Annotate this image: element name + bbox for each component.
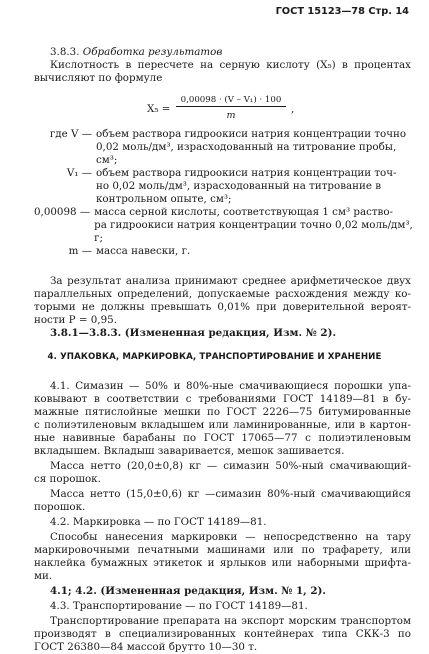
net-mass-50-line: Масса нетто (20,0±0,8) кг — симазин 50%-ный смачивающий- <box>50 460 411 472</box>
definition-line: объем раствора гидроокиси натрия концентрации точно <box>96 128 407 140</box>
definition-term: 0,00098 — <box>34 206 91 218</box>
clause-4-1-line: ные навивные барабаны по ГОСТ 17065—77 с полиэтиленовым <box>34 432 411 444</box>
clause-number: 3.8.3. <box>50 46 80 58</box>
definition-term: m — <box>68 245 92 257</box>
definition-term: V₁ — <box>66 167 92 179</box>
page-header: ГОСТ 15123—78 Стр. 14 <box>275 6 409 17</box>
clause-4-1-line: вкладышем. Вкладыш заваривается, мешок зашивается. <box>34 445 345 457</box>
result-line: параллельных определений, допускаемые расхождения между ко- <box>34 288 411 300</box>
variable-definitions <box>34 128 411 258</box>
definition-line: г; <box>94 232 104 244</box>
formula-lhs: X₅ = <box>147 103 171 115</box>
clause-3-8-3-heading <box>50 46 411 59</box>
export-line: ГОСТ 26380—84 массой брутто 10—30 т. <box>34 641 258 653</box>
definition-constant <box>34 206 411 245</box>
definition-line: масса серной кислоты, соответствующая 1 см³ раство- <box>94 206 394 218</box>
definition-v <box>34 128 411 167</box>
clause-4-2: 4.2. Маркировка — по ГОСТ 14189—81. <box>50 516 267 528</box>
definition-line: но 0,02 моль/дм³, израсходованный на титрование в <box>96 180 382 192</box>
intro-line: Кислотность в пересчете на серную кислоту (X₅) в процентах <box>50 59 411 71</box>
marking-methods-line: Способы нанесения маркировки — непосредственно на тару <box>50 531 411 543</box>
clause-4-1-line: с полиэтиленовым вкладышем или ламинированные, или в картон- <box>34 419 411 431</box>
marking-methods-line: ми. <box>34 570 53 582</box>
amendment-note: 4.1; 4.2. (Измененная редакция, Изм. № 1, 2). <box>50 585 326 597</box>
clause-title: Обработка результатов <box>82 46 223 58</box>
definition-term: где V — <box>49 128 92 140</box>
result-line: За результат анализа принимают среднее арифметическое двух <box>50 275 411 287</box>
marking-methods-line: маркировочными печатными машинами или по трафарету, или <box>34 544 411 556</box>
definition-line: объем раствора гидроокиси натрия концентрации точ- <box>96 167 397 179</box>
formula-trail: , <box>291 103 295 115</box>
net-mass-50-line: ся порошок. <box>34 473 101 485</box>
definition-line: масса навески, г. <box>96 245 191 257</box>
result-line: ности P = 0,95. <box>34 314 117 326</box>
definition-line: контрольном опыте, см³; <box>96 193 232 205</box>
clause-4-1-line: мажные пятислойные мешки по ГОСТ 2226—75 битумированные <box>34 406 411 418</box>
clause-4-1-line: 4.1. Симазин — 50% и 80%-ные смачивающиеся порошки упа- <box>50 380 411 392</box>
formula-numerator: 0,00098 · (V – V₁) · 100 <box>176 95 286 107</box>
definition-line: см³; <box>96 154 118 166</box>
intro-line: вычисляют по формуле <box>34 72 163 84</box>
definition-v1 <box>34 167 411 206</box>
result-line: торыми не должны превышать 0,01% при доверительной вероят- <box>34 301 411 313</box>
definition-line: ра гидроокиси натрия концентрации точно 0,02 моль/дм³, <box>94 219 413 231</box>
clause-4-1-line: ковывают в соответствии с требованиями ГОСТ 14189—81 в бу- <box>34 393 411 405</box>
clause-4-3: 4.3. Транспортирование — по ГОСТ 14189—81. <box>50 600 308 612</box>
export-line: Транспортирование препарата на экспорт морским транспортом <box>50 615 411 627</box>
amendment-note: 3.8.1—3.8.3. (Измененная редакция, Изм. № 2). <box>50 327 337 339</box>
formula-denominator: m <box>226 110 236 121</box>
definition-line: 0,02 моль/дм³, израсходованный на титрование пробы, <box>96 141 397 153</box>
marking-methods-line: наклейка бумажных этикеток и ярлыков или наборными шрифта- <box>34 557 411 569</box>
export-line: производят в специализированных контейнерах типа СКК-3 по <box>34 628 411 640</box>
section-4-heading: 4. УПАКОВКА, МАРКИРОВКА, ТРАНСПОРТИРОВАНИЕ И ХРАНЕНИЕ <box>47 352 382 362</box>
definition-m <box>34 245 411 258</box>
net-mass-80-line: порошок. <box>34 501 86 513</box>
net-mass-80-line: Масса нетто (15,0±0,6) кг —симазин 80%-ный смачивающийся <box>50 488 411 500</box>
